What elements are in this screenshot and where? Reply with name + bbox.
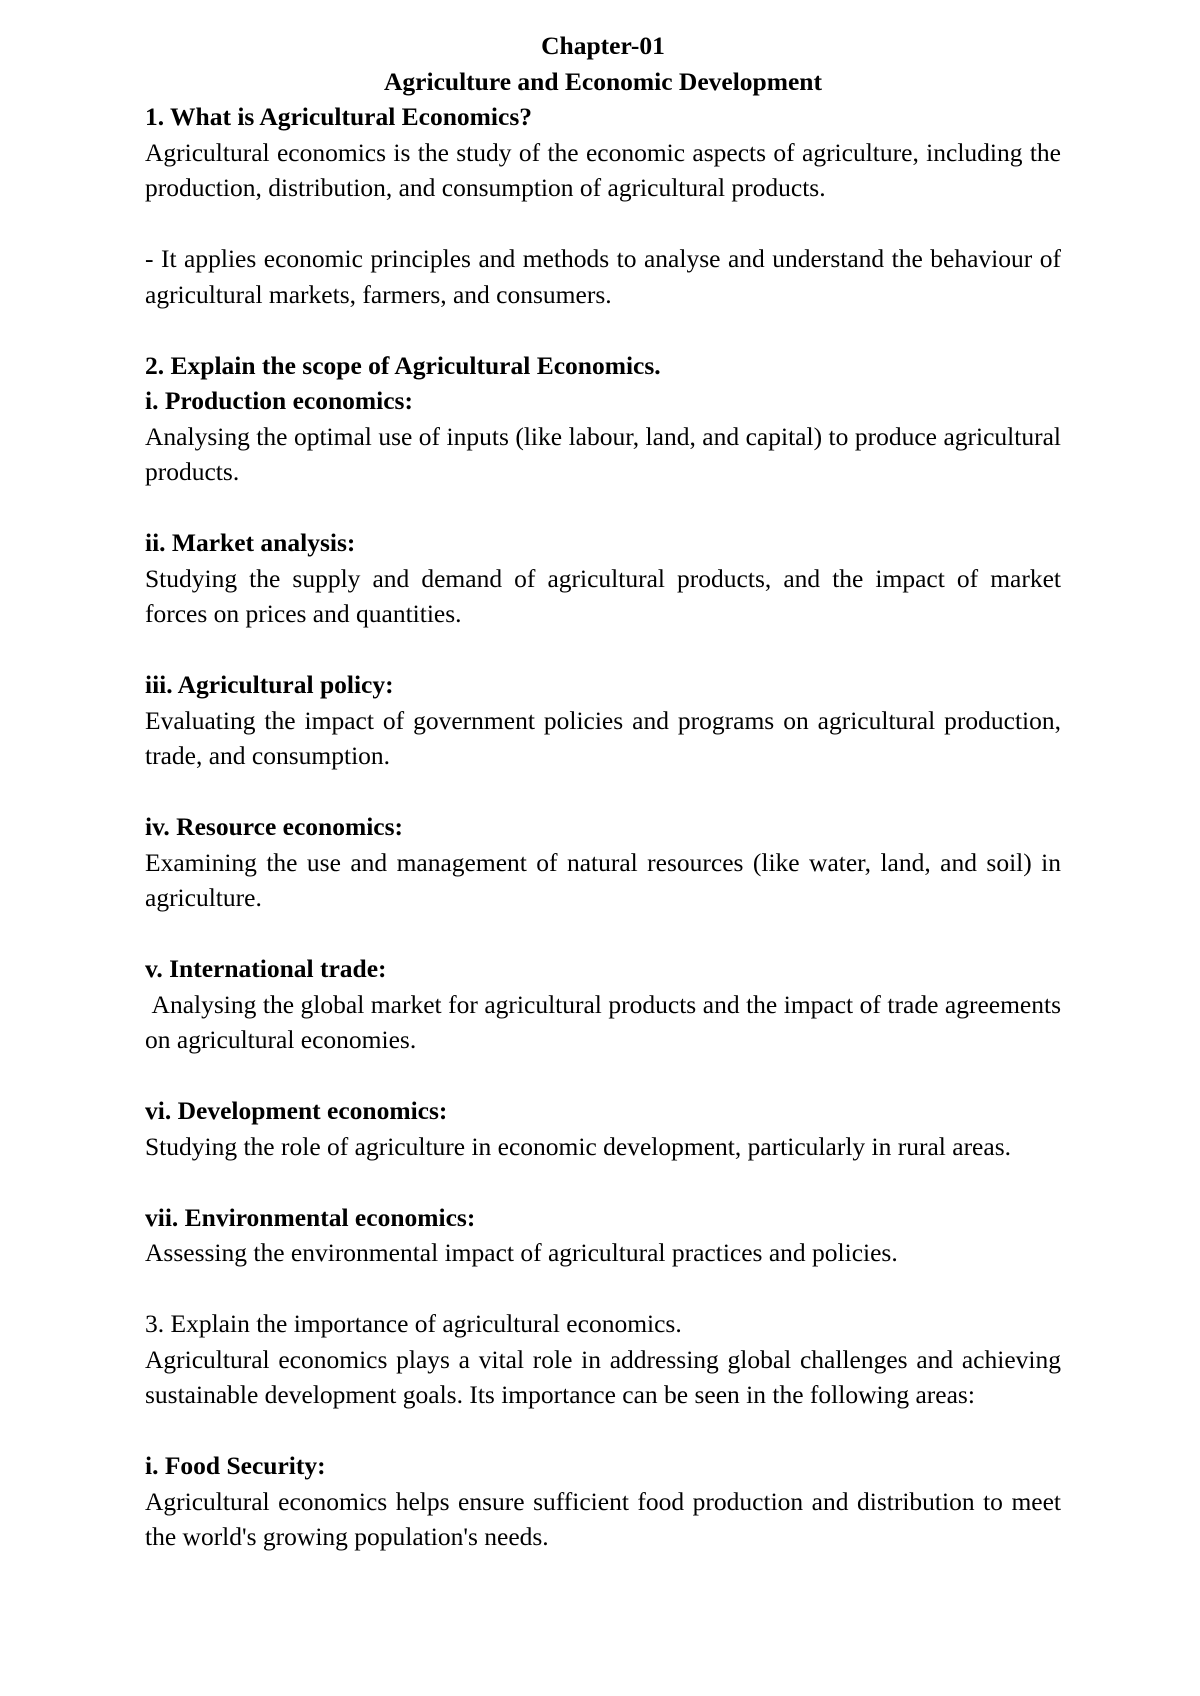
spacer: [145, 1413, 1061, 1449]
chapter-title: Agriculture and Economic Development: [384, 66, 822, 96]
scope-item-heading: iii. Agricultural policy:: [145, 670, 394, 699]
spacer: [145, 916, 1061, 952]
scope-item-text: Studying the role of agriculture in economic development, particularly in rural areas.: [145, 1131, 1011, 1161]
spacer: [145, 1271, 1061, 1307]
importance-item-heading: i. Food Security:: [145, 1451, 326, 1480]
scope-item-text: Examining the use and management of natural resources (like water, land, and soil) in agriculture.: [145, 847, 1061, 912]
scope-item-heading: v. International trade:: [145, 954, 387, 983]
spacer: [145, 1058, 1061, 1094]
scope-item-text: Assessing the environmental impact of agricultural practices and policies.: [145, 1238, 898, 1267]
scope-item-heading: ii. Market analysis:: [145, 528, 356, 557]
importance-item-text: Agricultural economics helps ensure sufficient food production and distribution to meet the world's growing population's needs.: [145, 1486, 1061, 1551]
question-1-paragraph: - It applies economic principles and methods to analyse and understand the behaviour of agricultural markets, farmers, and consumers.: [145, 244, 1061, 309]
scope-item-heading: iv. Resource economics:: [145, 812, 404, 841]
question-1-heading: 1. What is Agricultural Economics?: [145, 102, 532, 131]
spacer: [145, 1164, 1061, 1200]
scope-item-text: Studying the supply and demand of agricultural products, and the impact of market forces on prices and quantities.: [145, 563, 1061, 628]
scope-item-text: Analysing the global market for agricultural products and the impact of trade agreements on agricultural economies.: [145, 989, 1068, 1054]
document-page: [145, 28, 1068, 1555]
spacer: [145, 312, 1061, 348]
question-3-intro: Agricultural economics plays a vital role in addressing global challenges and achieving sustainable development goals. Its importance can be seen in the following areas:: [145, 1344, 1061, 1409]
scope-item-heading: i. Production economics:: [145, 386, 413, 415]
question-3-heading: 3. Explain the importance of agricultural economics.: [145, 1309, 682, 1338]
question-1-paragraph: Agricultural economics is the study of the economic aspects of agriculture, including the production, distribution, and consumption of agricultural products.: [145, 137, 1061, 202]
scope-item-heading: vii. Environmental economics:: [145, 1202, 476, 1232]
scope-item-text: Analysing the optimal use of inputs (like labour, land, and capital) to produce agricultural products.: [145, 421, 1061, 486]
spacer: [145, 774, 1061, 810]
spacer: [145, 206, 1061, 242]
spacer: [145, 632, 1061, 668]
scope-item-text: Evaluating the impact of government policies and programs on agricultural production, trade, and consumption.: [145, 705, 1061, 770]
question-2-heading: 2. Explain the scope of Agricultural Economics.: [145, 350, 661, 380]
chapter-label: Chapter-01: [541, 31, 665, 60]
spacer: [145, 490, 1061, 526]
scope-item-heading: vi. Development economics:: [145, 1096, 448, 1125]
